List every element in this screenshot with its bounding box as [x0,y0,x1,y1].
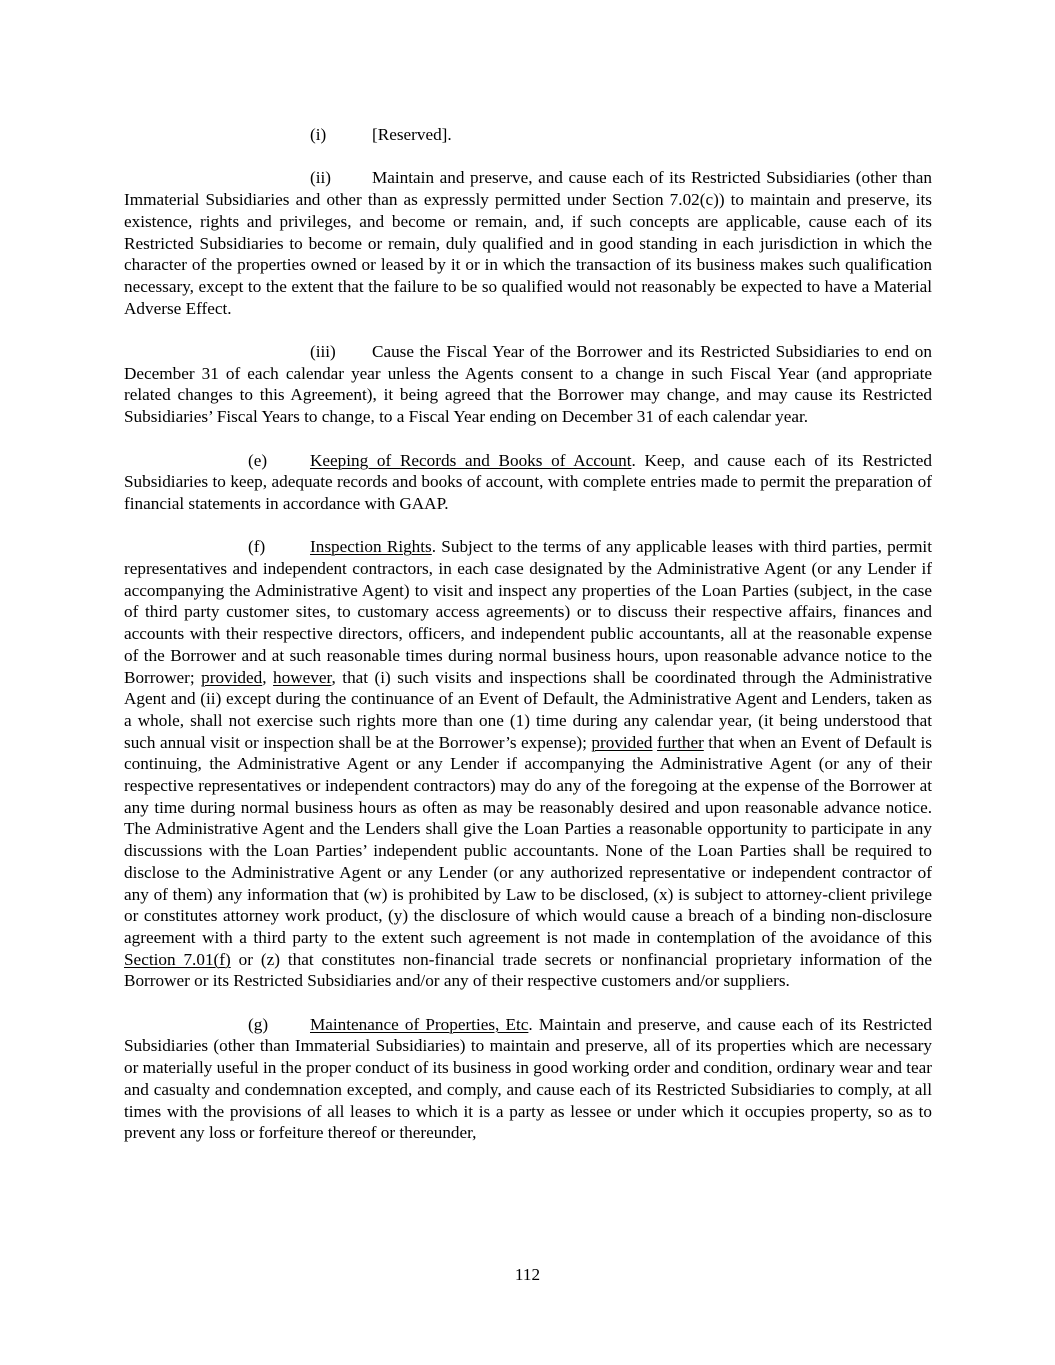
paragraph-number: (ii) [310,168,331,188]
paragraph-number: (i) [310,125,327,144]
section-cross-reference: Section 7.01(f) [124,949,231,969]
paragraph-text: [Reserved]. [372,125,452,144]
section-text: . Keep, and cause each of its Restricted Subsidiaries to keep, adequate records and books of account, with complete entries made to permit the preparation of financial statements in accordance with GAAP. [124,450,932,513]
underlined-term-provided: provided [591,732,653,752]
section-text: , [262,667,274,687]
section-number: (f) [248,537,266,557]
underlined-term-further: further [657,732,704,752]
section-text: , that (i) such visits and inspections shall be coordinated through the Administrative Agent and (ii) except during the continuance of an Event of Default, the Administrative Agent and Lenders, taken as a whole, shall not exercise such rights more than one (1) time during any calendar year, (it being understood that such annual visit or inspection shall be at the Borrower’s expense); [124,667,932,752]
section-heading: Inspection Rights [310,537,432,557]
section-number: (g) [248,1014,269,1034]
section-text: that when an Event of Default is continuing, the Administrative Agent or any Lender if accompanying the Administrative Agent (or any of their respective representatives or independent contractors) may do any of the foregoing at the expense of the Borrower at any time during normal business hours as often as may be reasonably desired and upon reasonable advance notice. The Administrative Agent and the Lenders shall give the Loan Parties a reasonable opportunity to participate in any discussions with the Loan Parties’ independent public accountants. None of the Loan Parties shall be required to disclose to the Administrative Agent or any Lender (or any authorized representative or independent contractor of any of them) any information that (w) is prohibited by Law to be disclosed, (x) is subject to attorney-client privilege or constitutes attorney work product, (y) the disclosure of which would cause a breach of a binding non-disclosure agreement with a third party to the extent such agreement is not made in contemplation of the avoidance of this [124,732,932,947]
paragraph-i [124,124,932,146]
section-text: . Subject to the terms of any applicable leases with third parties, permit representatives and independent contractors, in each case designated by the Administrative Agent (or any Lender if accompanying the Administrative Agent) to visit and inspect any properties of the Loan Parties (subject, in the case of third party customer sites, to customary access agreements) or to discuss their respective affairs, finances and accounts with their respective directors, officers, and independent public accountants, all at the reasonable expense of the Borrower and at such reasonable times during normal business hours, upon reasonable advance notice to the Borrower; [124,537,932,687]
section-heading: Maintenance of Properties, Etc [310,1014,529,1034]
page-number: 112 [514,1265,541,1284]
section-heading: Keeping of Records and Books of Account [310,450,632,470]
paragraph-number: (iii) [310,342,336,361]
section-number: (e) [248,450,268,470]
section-g-maintenance-of-properties [124,1014,932,1144]
underlined-term-however: however [273,667,332,687]
paragraph-text: Maintain and preserve, and cause each of its Restricted Subsidiaries (other than Immaterial Subsidiaries and other than as expressly permitted under Section 7.02(c)) to maintain and preserve, its existence, rights and privileges, and become or remain, and, if such concepts are applicable, cause each of its Restricted Subsidiaries to become or remain, duly qualified and in good standing in each jurisdiction in which the character of the properties owned or leased by it or in which the transaction of its business makes such qualification necessary, except to the extent that the failure to be so qualified would not reasonably be expected to have a Material Adverse Effect. [124,168,932,318]
document-page [124,124,932,1166]
paragraph-iii [124,341,932,428]
paragraph-ii [124,167,932,319]
section-f-inspection-rights [124,536,932,992]
section-e-keeping-of-records [124,450,932,515]
section-text: . Maintain and preserve, and cause each of its Restricted Subsidiaries (other than Immaterial Subsidiaries) to maintain and preserve, all of its properties which are necessary or materially useful in the proper conduct of its business in good working order and condition, ordinary wear and tear and casualty and condemnation excepted, and comply, and cause each of its Restricted Subsidiaries to comply, at all times with the provisions of all leases to which it is a party as lessee or under which it occupies property, so as to prevent any loss or forfeiture thereof or thereunder, [124,1014,933,1143]
paragraph-text: Cause the Fiscal Year of the Borrower and its Restricted Subsidiaries to end on December 31 of each calendar year unless the Agents consent to a change in such Fiscal Year (and appropriate related changes to this Agreement), it being agreed that the Borrower may change, and may cause its Restricted Subsidiaries’ Fiscal Years to change, to a Fiscal Year ending on December 31 of each calendar year. [124,342,932,427]
section-text: or (z) that constitutes non-financial trade secrets or nonfinancial proprietary information of the Borrower or its Restricted Subsidiaries and/or any of their respective customers and/or suppliers. [124,949,932,991]
underlined-term-provided: provided [201,667,263,687]
